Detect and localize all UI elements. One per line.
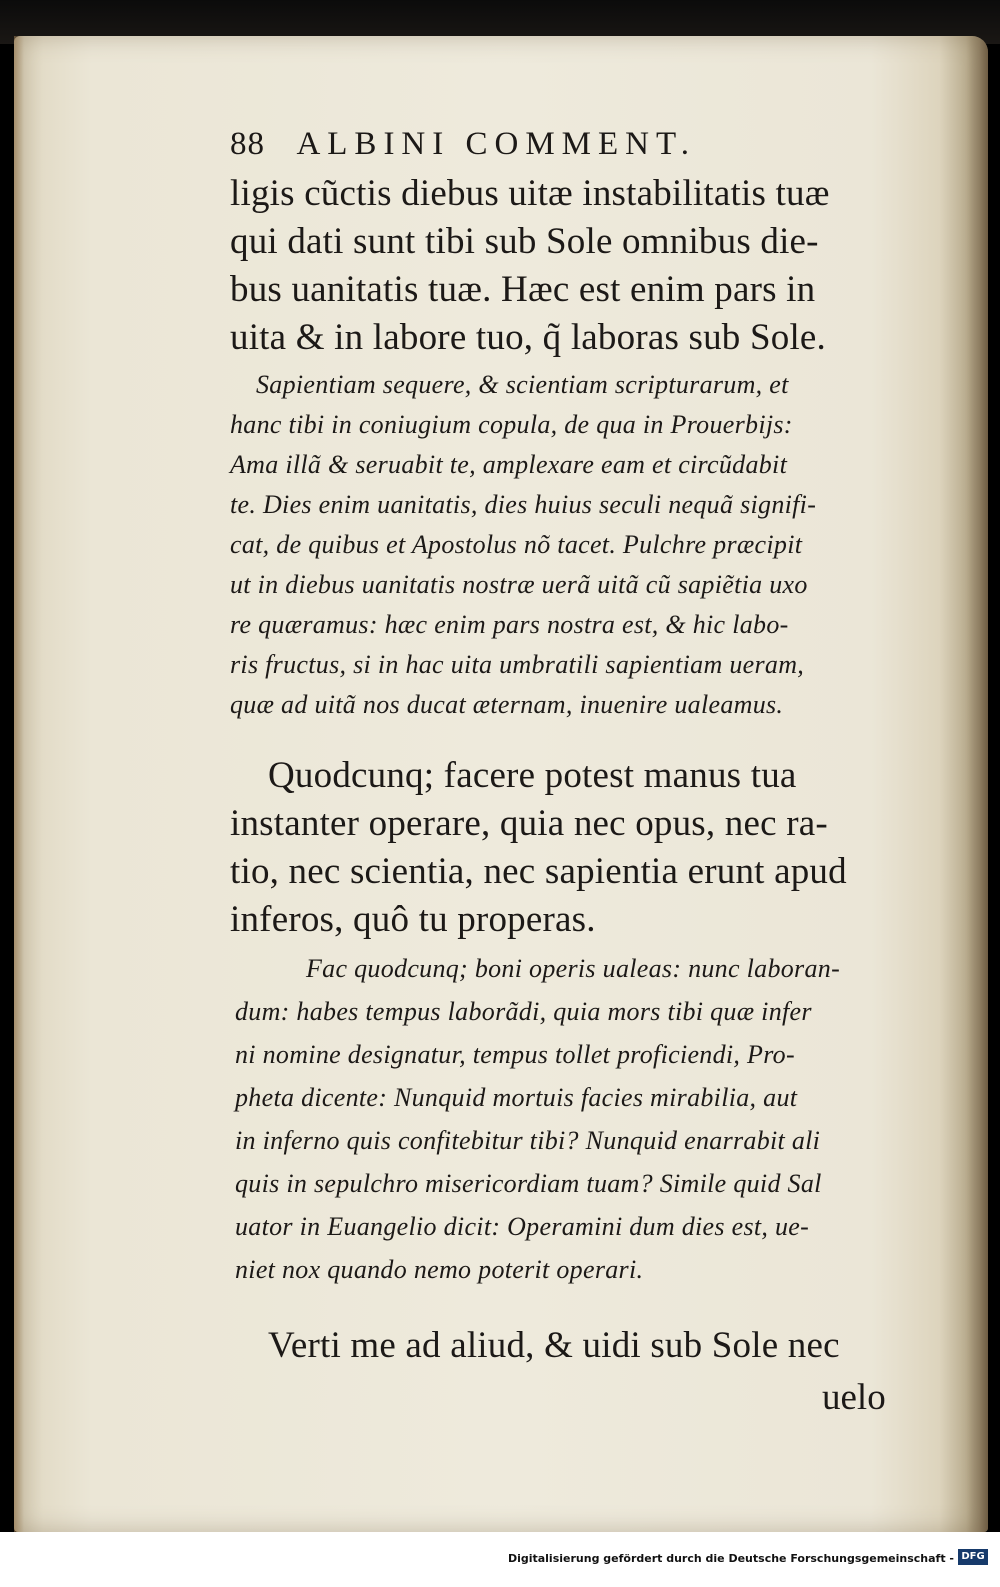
verse-line: uita & in labore tuo, q̃ laboras sub Sole. xyxy=(230,317,826,358)
commentary-line: ut in diebus uanitatis nostræ uerã uitã cũ sapiẽtia uxo xyxy=(230,570,808,599)
page-number: 88 xyxy=(230,126,265,162)
verse-line: bus uanitatis tuæ. Hæc est enim pars in xyxy=(230,269,816,310)
verse-line: inferos, quô tu properas. xyxy=(230,899,596,940)
running-header xyxy=(230,126,696,163)
commentary-line: Sapientiam sequere, & scientiam scripturarum, et xyxy=(256,370,789,399)
commentary-line: cat, de quibus et Apostolus nõ tacet. Pulchre præcipit xyxy=(230,530,803,559)
commentary-line: Ama illã & seruabit te, amplexare eam et circũdabit xyxy=(230,450,788,479)
commentary-line: Fac quodcunq; boni operis ualeas: nunc laboran- xyxy=(306,954,841,983)
book-page xyxy=(14,36,988,1532)
commentary-line: dum: habes tempus laborãdi, quia mors tibi quæ infer xyxy=(235,997,812,1026)
verse-line: qui dati sunt tibi sub Sole omnibus die- xyxy=(230,221,819,262)
verse-line: Verti me ad aliud, & uidi sub Sole nec xyxy=(268,1325,840,1366)
commentary-line: quis in sepulchro misericordiam tuam? Simile quid Sal xyxy=(235,1169,822,1198)
commentary-line: hanc tibi in coniugium copula, de qua in Prouerbijs: xyxy=(230,410,793,439)
verse-line: tio, nec scientia, nec sapientia erunt apud xyxy=(230,851,847,892)
running-title: ALBINI COMMENT. xyxy=(296,126,696,162)
funding-notice: Digitalisierung gefördert durch die Deutsche Forschungsgemeinschaft - xyxy=(507,1552,954,1565)
catchword: uelo xyxy=(822,1377,886,1418)
commentary-line: pheta dicente: Nunquid mortuis facies mirabilia, aut xyxy=(235,1083,798,1112)
verse-line: instanter operare, quia nec opus, nec ra- xyxy=(230,803,828,844)
footer-bar xyxy=(0,1532,1000,1587)
commentary-line: in inferno quis confitebitur tibi? Nunquid enarrabit ali xyxy=(235,1126,821,1155)
dfg-logo: DFG xyxy=(958,1549,988,1565)
commentary-line: te. Dies enim uanitatis, dies huius seculi nequã signifi- xyxy=(230,490,817,519)
verse-line: Quodcunq; facere potest manus tua xyxy=(268,755,797,796)
commentary-line: quæ ad uitã nos ducat æternam, inuenire ualeamus. xyxy=(230,690,784,719)
commentary-line: uator in Euangelio dicit: Operamini dum dies est, ue- xyxy=(235,1212,810,1241)
commentary-line: niet nox quando nemo poterit operari. xyxy=(235,1255,644,1284)
verse-line: ligis cũctis diebus uitæ instabilitatis tuæ xyxy=(230,173,830,214)
commentary-line: ni nomine designatur, tempus tollet proficiendi, Pro- xyxy=(235,1040,795,1069)
commentary-line: ris fructus, si in hac uita umbratili sapientiam ueram, xyxy=(230,650,805,679)
page-text xyxy=(14,36,988,1532)
commentary-line: re quæramus: hæc enim pars nostra est, & hic labo- xyxy=(230,610,789,639)
